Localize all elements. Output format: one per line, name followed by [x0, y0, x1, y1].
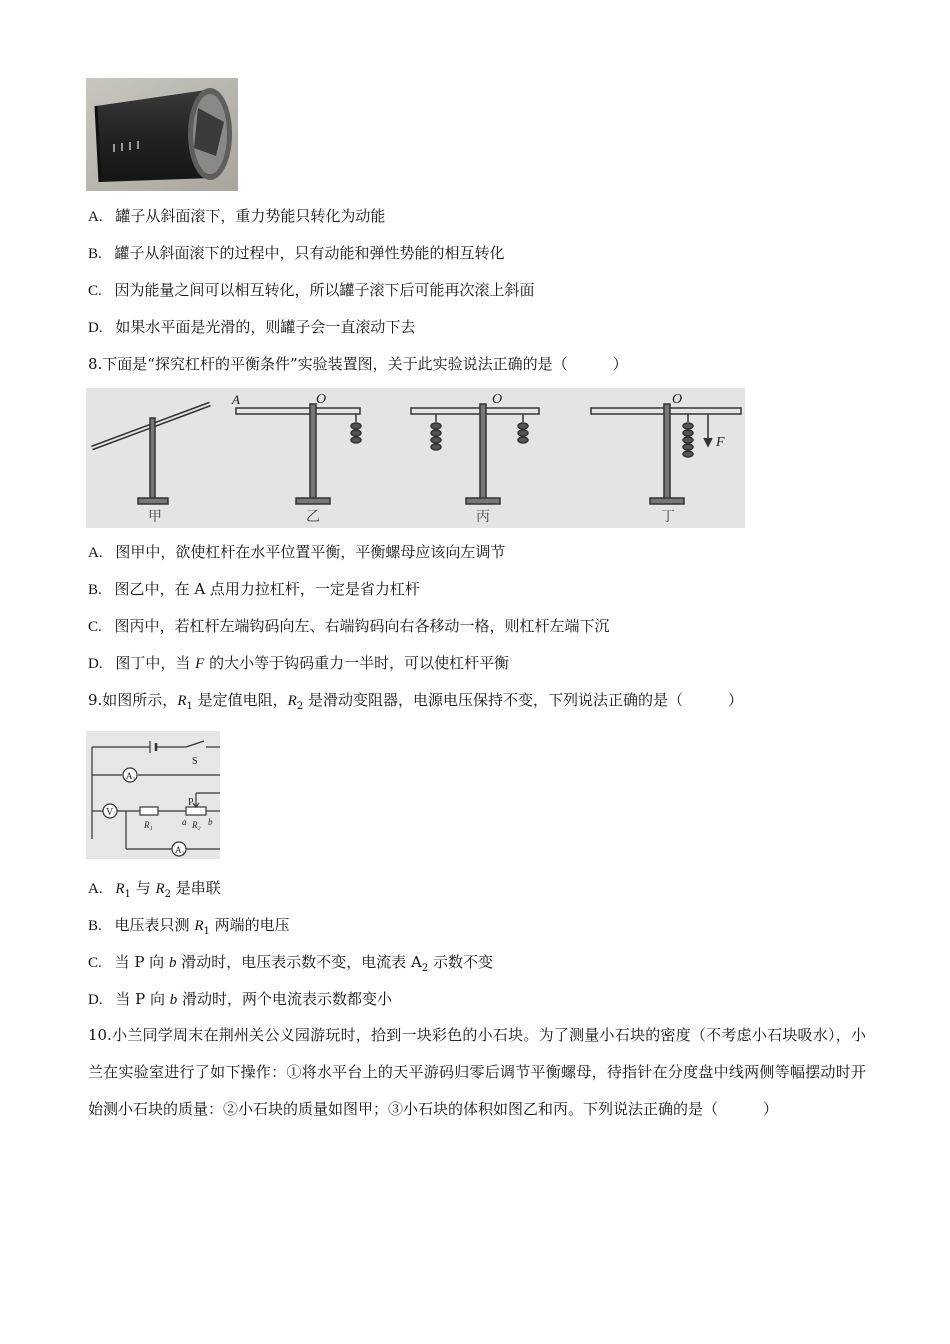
- q7-option-a: A. 罐子从斜面滚下，重力势能只转化为动能: [88, 207, 386, 225]
- q7-option-d: D. 如果水平面是光滑的，则罐子会一直滚动下去: [88, 318, 416, 336]
- q9-option-b: B. 电压表只测 $R_1$ 两端的电压: [88, 916, 290, 937]
- figure-label-yi: 乙: [306, 510, 320, 525]
- ammeter-a2-label: A₂: [175, 845, 185, 855]
- figure-label-ding: 丁: [661, 510, 675, 525]
- figure-label-jia: 甲: [148, 510, 162, 525]
- q9-stem: 9.如图所示，$R_1$ 是定值电阻，$R_2$ 是滑动变阻器，电源电压保持不变，下列说法正确的是（ ）: [88, 691, 743, 712]
- voltmeter-label: V: [106, 807, 114, 818]
- lever-ding: [591, 404, 741, 504]
- force-f-label: F: [716, 435, 725, 450]
- r1-label: R₁: [144, 820, 153, 830]
- rolling-can-photo: [86, 78, 238, 191]
- q10-text: 10.小兰同学周末在荆州关公义园游玩时，拾到一块彩色的小石块。为了测量小石块的密度（不考虑小石块吸水），小兰在实验室进行了如下操作：①将水平台上的天平游码归零后调节平衡螺母，待指针在分度盘中线两侧等幅摆动时开始测小石块的质量：②小石块的质量如图甲；③小石块的体积如图乙和丙。下列说法正确的是（ ）: [88, 1026, 866, 1118]
- switch-label: S: [192, 756, 198, 767]
- q8-option-b: B. 图乙中，在 A 点用力拉杠杆，一定是省力杠杆: [88, 580, 420, 598]
- q7-option-c: C. 因为能量之间可以相互转化，所以罐子滚下后可能再次滚上斜面: [88, 281, 535, 299]
- lever-jia: [92, 404, 210, 504]
- q9-option-a: A. $R_1$ 与 $R_2$ 是串联: [88, 879, 221, 900]
- lever-apparatus-figure: [86, 388, 745, 528]
- lever-yi: [236, 404, 361, 504]
- q8-stem: 8.下面是“探究杠杆的平衡条件”实验装置图，关于此实验说法正确的是（ ）: [88, 355, 628, 373]
- q8-option-a: A. 图甲中，欲使杠杆在水平位置平衡，平衡螺母应该向左调节: [88, 543, 506, 561]
- pivot-o-label-ding: O: [672, 392, 683, 407]
- lever-bing: [411, 404, 539, 504]
- pivot-o-label-bing: O: [492, 392, 503, 407]
- figure-label-bing: 丙: [476, 510, 490, 525]
- r2-label: R₂: [192, 820, 201, 830]
- q9-option-c: C. 当 P 向 b 滑动时，电压表示数不变，电流表 $A_2$ 示数不变: [88, 953, 493, 974]
- pivot-o-label-yi: O: [316, 392, 327, 407]
- ammeter-a1-label: A₁: [126, 771, 136, 781]
- slider-p-label: P: [188, 797, 194, 808]
- q9-option-d: D. 当 P 向 b 滑动时，两个电流表示数都变小: [88, 990, 393, 1008]
- terminal-a-label: a: [182, 817, 187, 827]
- q8-option-c: C. 图丙中，若杠杆左端钩码向左、右端钩码向右各移动一格，则杠杆左端下沉: [88, 617, 610, 635]
- point-a-label: A: [232, 392, 240, 407]
- q7-option-b: B. 罐子从斜面滚下的过程中，只有动能和弹性势能的相互转化: [88, 244, 505, 262]
- terminal-b-label: b: [208, 817, 213, 827]
- circuit-diagram: [86, 731, 220, 859]
- q8-option-d: D. 图丁中，当 F 的大小等于钩码重力一半时，可以使杠杆平衡: [88, 654, 510, 672]
